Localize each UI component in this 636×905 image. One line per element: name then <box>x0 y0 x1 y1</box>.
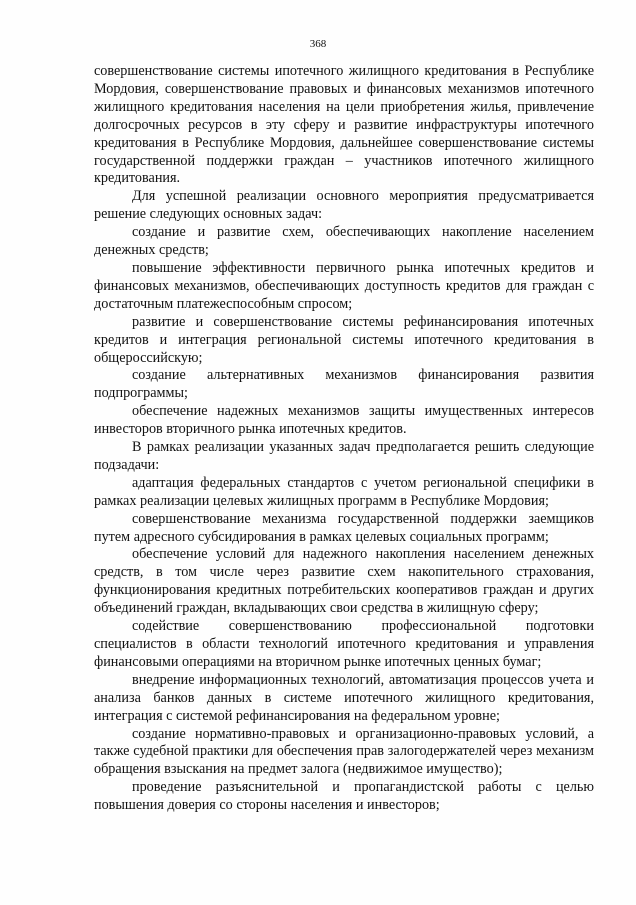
paragraph-14: создание нормативно-правовых и организационно-правовых условий, а также судебной практики для обеспечения прав залогодержателей через механизм обращения взыскания на предмет залога (недвижимое имущество); <box>94 725 594 778</box>
paragraph-6: создание альтернативных механизмов финансирования развития подпрограммы; <box>94 367 594 402</box>
paragraph-5: развитие и совершенствование системы рефинансирования ипотечных кредитов и интеграция региональной системы ипотечного кредитования в общероссийскую; <box>94 313 594 366</box>
paragraph-2: Для успешной реализации основного мероприятия предусматривается решение следующих основных задач: <box>94 188 594 223</box>
paragraph-15: проведение разъяснительной и пропагандистской работы с целью повышения доверия со стороны населения и инвесторов; <box>94 779 594 814</box>
paragraph-7: обеспечение надежных механизмов защиты имущественных интересов инвесторов вторичного рынка ипотечных кредитов. <box>94 403 594 438</box>
page-number: 368 <box>309 38 327 50</box>
paragraph-3: создание и развитие схем, обеспечивающих накопление населением денежных средств; <box>94 224 594 259</box>
paragraph-4: повышение эффективности первичного рынка ипотечных кредитов и финансовых механизмов, обеспечивающих доступность кредитов для граждан с достаточным платежеспособным спросом; <box>94 259 594 312</box>
body-text <box>94 63 594 815</box>
paragraph-11: обеспечение условий для надежного накопления населением денежных средств, в том числе через развитие схем накопительного страхования, функционирования кредитных потребительских кооперативов граждан и других объединений граждан, вкладывающих свои средства в жилищную сферу; <box>94 546 594 617</box>
paragraph-13: внедрение информационных технологий, автоматизация процессов учета и анализа банков данных в системе ипотечного жилищного кредитования, интеграция с системой рефинансирования на федеральном уровне; <box>94 671 594 724</box>
paragraph-12: содействие совершенствованию профессиональной подготовки специалистов в области технологий ипотечного кредитования и управления финансовыми операциями на вторичном рынке ипотечных ценных бумаг; <box>94 618 594 670</box>
paragraph-1: совершенствование системы ипотечного жилищного кредитования в Республике Мордовия, совершенствование правовых и финансовых механизмов ипотечного жилищного кредитования населения на цели приобретения жилья, привлечение долгосрочных ресурсов в эту сферу и развитие инфраструктуры ипотечного кредитования в Республике Мордовия, дальнейшее совершенствование системы государственной поддержки граждан – участников ипотечного жилищного кредитования. <box>94 63 594 187</box>
paragraph-9: адаптация федеральных стандартов с учетом региональной специфики в рамках реализации целевых жилищных программ в Республике Мордовия; <box>94 474 594 509</box>
paragraph-10: совершенствование механизма государственной поддержки заемщиков путем адресного субсидирования в рамках целевых социальных программ; <box>94 510 594 545</box>
paragraph-8: В рамках реализации указанных задач предполагается решить следующие подзадачи: <box>94 439 594 473</box>
